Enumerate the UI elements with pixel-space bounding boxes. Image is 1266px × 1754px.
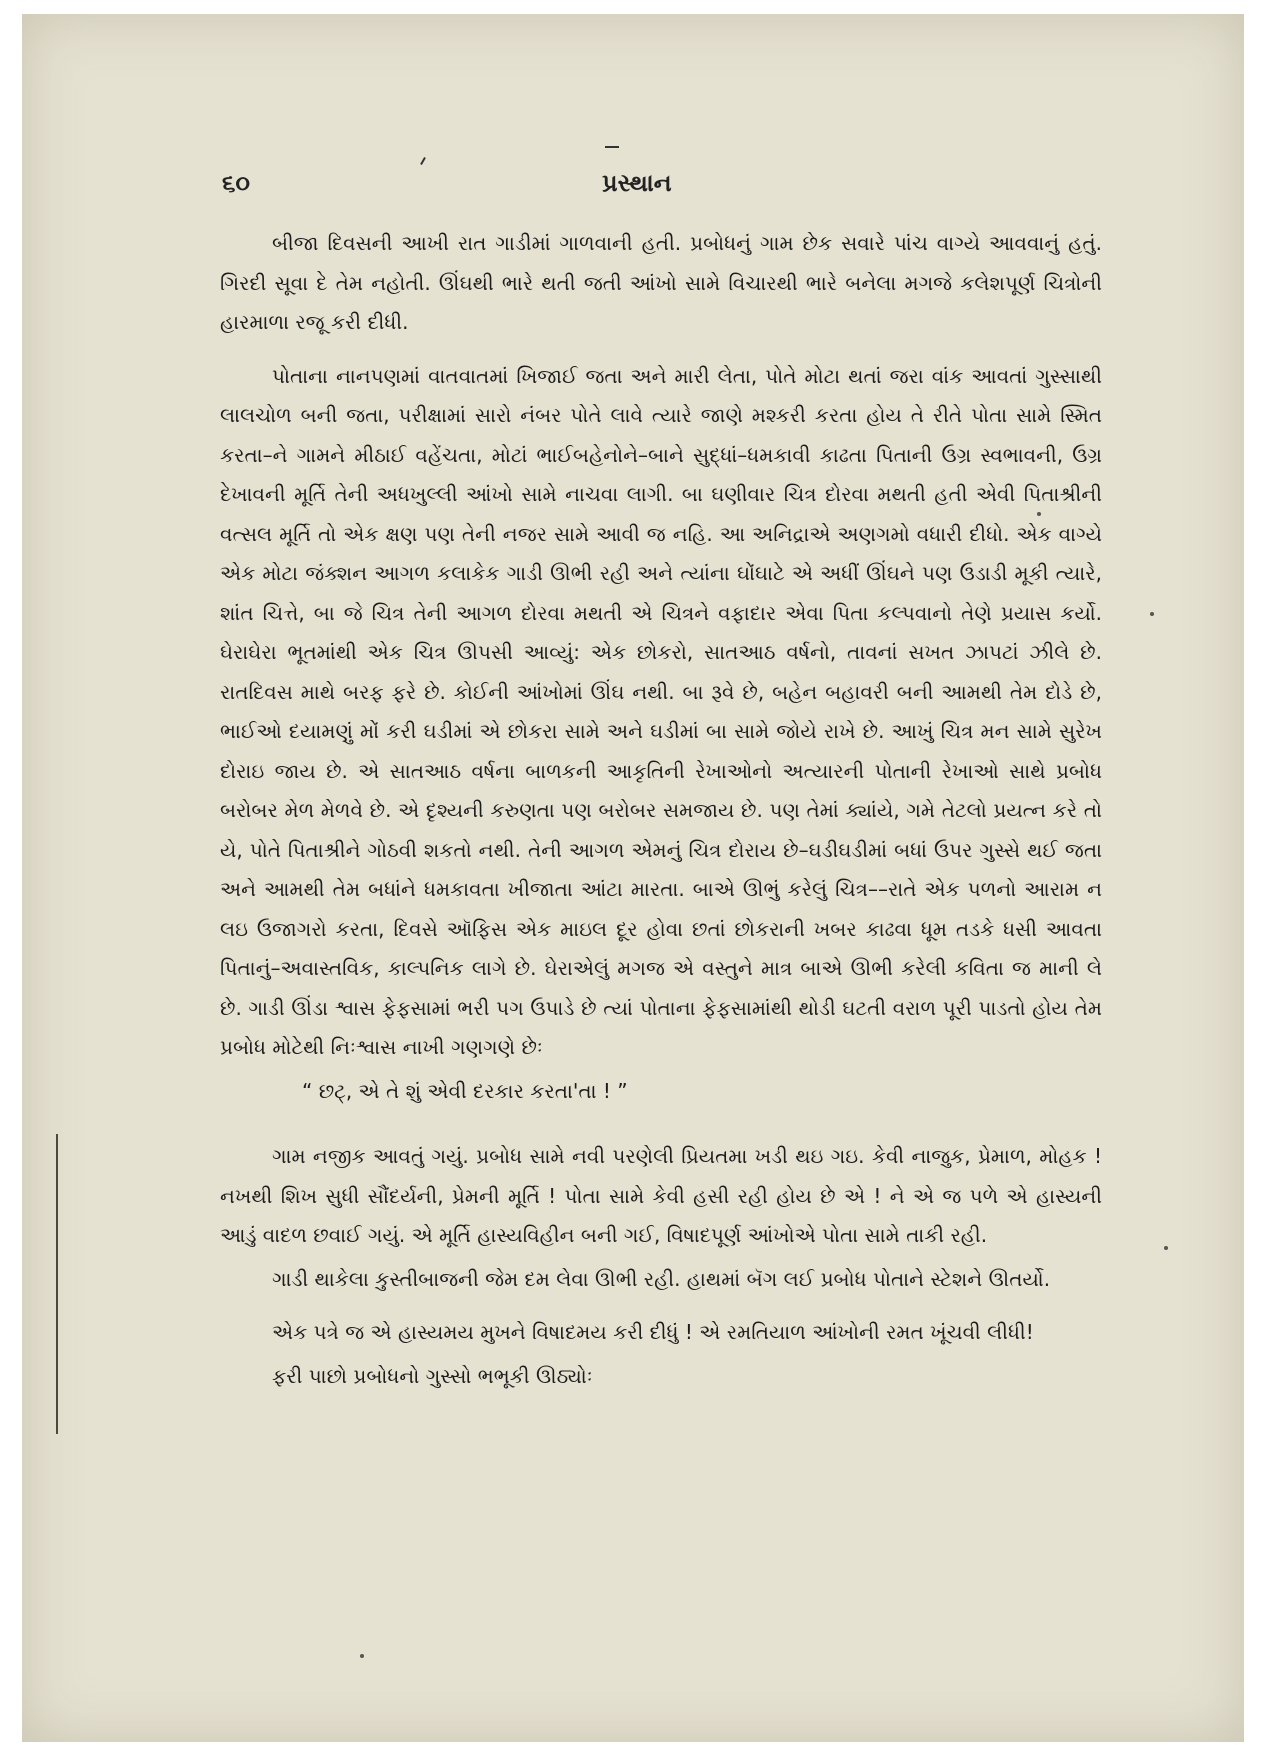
scanned-page bbox=[22, 14, 1244, 1742]
margin-speck bbox=[360, 1654, 364, 1658]
margin-speck bbox=[1037, 512, 1041, 516]
paragraph: ગામ નજીક આવતું ગયું. પ્રબોધ સામે નવી પરણેલી પ્રિયતમા ખડી થઇ ગઇ. કેવી નાજુક, પ્રેમાળ, મોહક ! નખથી શિખ સુધી સૌંદર્યની, પ્રેમની મૂર્તિ ! પોતા સામે કેવી હસી રહી હોય છે એ ! ને એ જ પળે એ હાસ્યની આડું વાદળ છવાઈ ગયું. એ મૂર્તિ હાસ્યવિહીન બની ગઈ, વિષાદપૂર્ણ આંખોએ પોતા સામે તાકી રહી. bbox=[220, 1144, 1102, 1247]
quoted-line: “ છટ્, એ તે શું એવી દરકાર કરતા'તા ! ” bbox=[302, 1078, 628, 1103]
margin-speck bbox=[1150, 612, 1154, 616]
page-header bbox=[22, 169, 1244, 209]
body-text bbox=[220, 224, 1102, 1410]
paragraph: પોતાના નાનપણમાં વાતવાતમાં ખિજાઈ જતા અને મારી લેતા, પોતે મોટા થતાં જરા વાંક આવતાં ગુસ્સાથી લાલચોળ બની જતા, પરીક્ષામાં સારો નંબર પોતે લાવે ત્યારે જાણે મશ્કરી કરતા હોય તે રીતે પોતા સામે સ્મિત કરતા–ને ગામને મીઠાઈ વહેંચતા, મોટાં ભાઈબહેનોને–બાને સુદ્ધાં–ધમકાવી કાઢતા પિતાની ઉગ્ર સ્વભાવની, ઉગ્ર દેખાવની મૂર્તિ તેની અધખુલ્લી આંખો સામે નાચવા લાગી. બા ઘણીવાર ચિત્ર દોરવા મથતી હતી એવી પિતાશ્રીની વત્સલ મૂર્તિ તો એક ક્ષણ પણ તેની નજર સામે આવી જ નહિ. આ અનિદ્રાએ અણગમો વધારી દીધો. એક વાગ્યે એક મોટા જંક્શન આગળ કલાકેક ગાડી ઊભી રહી અને ત્યાંના ઘોંઘાટે એ અધીં ઊંઘને પણ ઉડાડી મૂકી ત્યારે, શાંત ચિત્તે, બા જે ચિત્ર તેની આગળ દોરવા મથતી એ ચિત્રને વફાદાર એવા પિતા કલ્પવાનો તેણે પ્રયાસ કર્યો. ઘેરાઘેરા ભૂતમાંથી એક ચિત્ર ઊપસી આવ્યું: એક છોકરો, સાતઆઠ વર્ષનો, તાવનાં સખત ઝાપટાં ઝીલે છે. રાતદિવસ માથે બરફ ફરે છે. કોઈની આંખોમાં ઊંઘ નથી. બા રૂવે છે, બહેન બહાવરી બની આમથી તેમ દોડે છે, ભાઈઓ દયામણું મોં કરી ઘડીમાં એ છોકરા સામે અને ઘડીમાં બા સામે જોયે રાખે છે. આખું ચિત્ર મન સામે સુરેખ દોરાઇ જાય છે. એ સાતઆઠ વર્ષના બાળકની આકૃતિની રેખાઓનો અત્યારની પોતાની રેખાઓ સાથે પ્રબોધ બરોબર મેળ મેળવે છે. એ દૃશ્યની કરુણતા પણ બરોબર સમજાય છે. પણ તેમાં ક્યાંયે, ગમે તેટલો પ્રયત્ન કરે તો યે, પોતે પિતાશ્રીને ગોઠવી શકતો નથી. તેની આગળ એમનું ચિત્ર દોરાય છે–ઘડીઘડીમાં બધાં ઉપર ગુસ્સે થઈ જતા અને આમથી તેમ બધાંને ધમકાવતા ખીજાતા આંટા મારતા. બાએ ઊભું કરેલું ચિત્ર––રાતે એક પળનો આરામ ન લઇ ઉજાગરો કરતા, દિવસે ઑફિસ એક માઇલ દૂર હોવા છતાં છોકરાની ખબર કાઢવા ધૂમ તડકે ધસી આવતા પિતાનું–અવાસ્તવિક, કાલ્પનિક લાગે છે. ઘેરાએલું મગજ એ વસ્તુને માત્ર બાએ ઊભી કરેલી કવિતા જ માની લે છે. ગાડી ઊંડા શ્વાસ ફેફસામાં ભરી પગ ઉપાડે છે ત્યાં પોતાના ફેફસામાંથી થોડી ઘટતી વરાળ પૂરી પાડતો હોય તેમ પ્રબોધ મોટેથી નિઃશ્વાસ નાખી ગણગણે છેઃ bbox=[220, 363, 1102, 1059]
margin-speck bbox=[1164, 1246, 1168, 1250]
margin-line bbox=[56, 1134, 58, 1434]
paragraph: બીજા દિવસની આખી રાત ગાડીમાં ગાળવાની હતી. પ્રબોધનું ગામ છેક સવારે પાંચ વાગ્યે આવવાનું હતું. ગિરદી સૂવા દે તેમ નહોતી. ઊંઘથી ભારે થતી જતી આંખો સામે વિચારથી ભારે બનેલા મગજે કલેશપૂર્ણ ચિત્રોની હારમાળા રજૂ કરી દીધી. bbox=[220, 231, 1102, 334]
pen-mark bbox=[420, 157, 426, 165]
pen-mark bbox=[605, 146, 619, 148]
paragraph: ગાડી થાકેલા કુસ્તીબાજની જેમ દમ લેવા ઊભી રહી. હાથમાં બૅગ લઈ પ્રબોધ પોતાને સ્ટેશને ઊતર્યો. bbox=[272, 1266, 1051, 1291]
paragraph: ફરી પાછો પ્રબોધનો ગુસ્સો ભભૂકી ઊઠ્યોઃ bbox=[272, 1363, 593, 1388]
running-title: પ્રસ્થાન bbox=[602, 169, 672, 197]
paragraph: એક પત્રે જ એ હાસ્યમય મુખને વિષાદમય કરી દીધું ! એ રમતિયાળ આંખોની રમત ખૂંચવી લીધી! bbox=[272, 1320, 1034, 1344]
page-number: ૬૦ bbox=[222, 169, 250, 197]
